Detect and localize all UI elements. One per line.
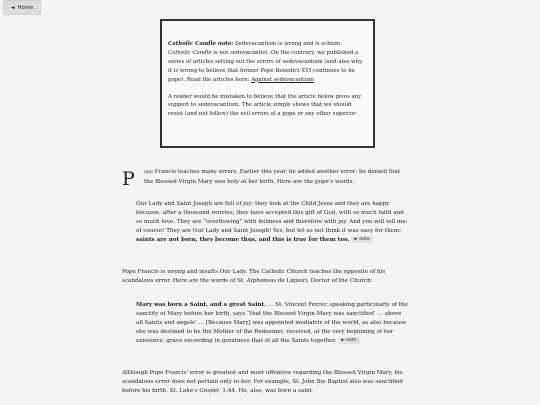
note-button-1[interactable]: ► note: [351, 236, 372, 243]
paragraph-2: Pope Francis is wrong and insults Our Lady. The Catholic Church teaches the opposite of his scandalous error. Here are the words of St. Alphonsus de Liguori, Doctor of the Church:: [122, 269, 386, 284]
against-sedevacantism-link[interactable]: Against sedevacantism: [251, 76, 314, 83]
paragraph-3: [122, 369, 416, 396]
pope-quote-block: [136, 200, 408, 245]
notice-paragraph-2: A reader would be mistaken to believe that the article below gives any support to sedevacantism. The article simply shows that we should resist (and not follow) the evil errors of a pope or any other superior.: [168, 93, 362, 118]
paragraph-3-text: Although Pope Francis' error is greatest and most offensive regarding the Blessed Virgin Mary, his scandalous error does not pertain only to her. For example, St. John the Baptist also was sanctified before his birth.: [122, 370, 403, 394]
notice-text-2: is not sedevacantist. On the contrary, we published a series of articles setting out the errors of sedevacantism (and also why it is wrong to believe that former Pope Benedict XVI continues to be pope). Read the articles here:: [168, 49, 363, 83]
intro-text: Francis teaches many errors. Earlier this year, he added another error: he denied that the Blessed Virgin Mary was holy at her birth. Here are the pope's words:: [144, 169, 401, 185]
notice-text: Sedevacantism is wrong and is schism.: [233, 41, 342, 47]
home-label: Home: [17, 4, 34, 11]
gospel-citation: St. Luke's Gospel: [169, 387, 219, 394]
intro-smallcaps: ope: [144, 170, 154, 175]
home-button[interactable]: [3, 0, 41, 15]
back-arrow-icon: ◄: [10, 4, 15, 11]
paragraph-3-rest: , 1:44. He, also, was born a saint.: [218, 387, 314, 394]
pope-quote-bold: saints are not born, they become thus, and this is true for them too.: [136, 236, 350, 243]
note-button-2[interactable]: ► note: [338, 337, 359, 344]
intro-paragraph: [144, 168, 410, 187]
notice-publication-name: Catholic Candle: [168, 49, 212, 56]
alphonsus-quote-block: [136, 301, 408, 346]
pope-quote-text: Our Lady and Saint Joseph are full of joy: they look at the Child Jesus and they are happy because, after a thousand worries, they have accepted this gift of God, with so much faith and so much love. They are “overflowing” with holiness and therefore with joy. And you will tell me: of course! They are Our Lady and Saint Joseph! Yes, but let us not think it was easy for them:: [136, 201, 408, 234]
editor-notice-box: [160, 19, 375, 148]
notice-title: Catholic Candle note:: [168, 41, 234, 47]
alphonsus-quote-bold: Mary was born a Saint, and a great Saint.: [136, 302, 267, 308]
drop-cap: P: [122, 168, 135, 190]
alphonsus-quote-text: … St. Vincent Ferrer, speaking particularly of the sanctity of Mary before her birth, says “that the Blessed Virgin Mary was sanctified’ … above all Saints and angels’ … [Because Mary] was appointed mediatrix of the world, as also because she was destined to be the Mother of the Redeemer, received, at the very beginning of her existence, grace exceeding in greatness that of all the Saints together.: [136, 302, 408, 344]
notice-paragraph-1: [168, 40, 363, 85]
